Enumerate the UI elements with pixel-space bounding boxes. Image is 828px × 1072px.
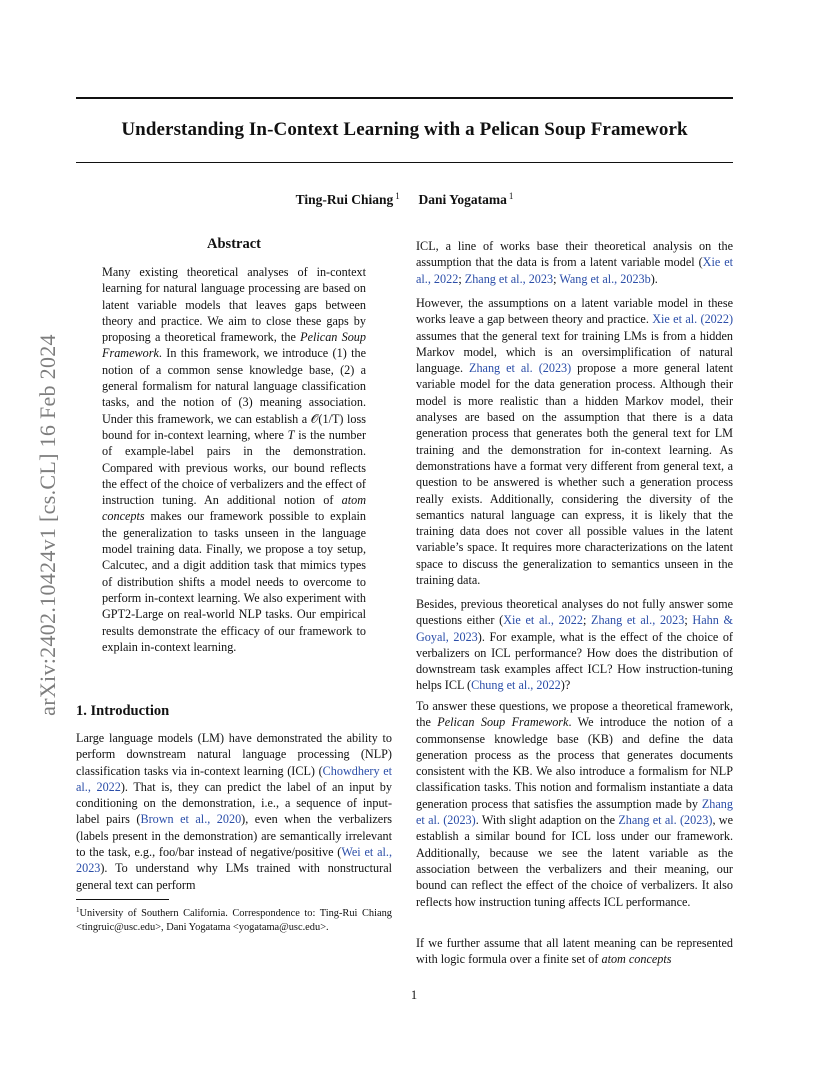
author-name: Ting-Rui Chiang bbox=[295, 192, 394, 207]
citation-link[interactable]: Zhang et al. (2023) bbox=[469, 361, 572, 376]
arxiv-stamp: arXiv:2402.10424v1 [cs.CL] 16 Feb 2024 bbox=[35, 334, 60, 716]
intro-paragraph: Large language models (LM) have demonstrated the ability to perform downstream natural language processing (NLP) classification tasks via in-context learning (ICL) (Chowdhery et al., 2022). That is, they can predict the label of an input by conditioning on the demonstration, i.e., a sequence of input-label pairs (Brown et al., 2020), even when the verbalizers (labels present in the demonstration) are semantically irrelevant to the task, e.g., foo/bar instead of negative/positive (Wei et al., 2023). To understand why LMs trained with nonstructural general text can perform bbox=[76, 731, 393, 892]
right-paragraph-5: If we further assume that all latent meaning can be represented with logic formula over a finite set of atom concepts bbox=[416, 936, 733, 967]
title-bottom-rule bbox=[76, 162, 733, 163]
affiliation-mark: 1 bbox=[508, 191, 514, 201]
right-paragraph-4: To answer these questions, we propose a theoretical framework, the Pelican Soup Framework. We introduce the notion of a commonsense knowledge base (KB) and define the data generation process as the process that generates documents consistent with the KB. We also introduce a formalism for NLP classification tasks. This notion and formalism instantiate a data generation process that satisfies the assumption made by Zhang et al. (2023). With slight adaption on the Zhang et al. (2023), we establish a similar bound for ICL loss under our framework. Additionally, because we see the latent variable as the association between the verbalizers and their meaning, our bound can reflect the effect of the choice of verbalizers. It also reflects how instruction tuning affects ICL performance. bbox=[416, 699, 734, 909]
paper-title: Understanding In-Context Learning with a Pelican Soup Framework bbox=[121, 119, 688, 140]
title-top-rule bbox=[76, 97, 733, 99]
footnote-rule bbox=[76, 899, 169, 900]
citation-link[interactable]: Chowdhery et al., 2022 bbox=[76, 763, 392, 794]
citation-link[interactable]: Hahn & Goyal, 2023 bbox=[416, 613, 733, 644]
citation-link[interactable]: Zhang et al., 2023 bbox=[591, 613, 685, 628]
abstract-text: Many existing theoretical analyses of in-context learning for natural language processing are based on latent variable models that leaves gaps between theory and practice. We aim to close these gaps by proposing a theoretical framework, the Pelican Soup Framework. In this framework, we introduce (1) the notion of a common sense knowledge base, (2) a general formalism for natural language classification tasks, and the notion of (3) meaning association. Under this framework, we can establish a 𝒪(1/T) loss bound for in-context learning, where T is the number of example-label pairs in the demonstration. Compared with previous works, our bound reflects the effect of the choice of verbalizers and the effect of instruction tuning. An additional notion of atom concepts makes our framework possible to explain the generalization to tasks unseen in the language model training data. Finally, we propose a toy setup, Calcutec, and a digit addition task that mimics types of distribution shifts a model needs to overcome to perform in-context learning. We also experiment with GPT2-Large on real-world NLP tasks. Our empirical results demonstrate the efficacy of our framework to explain in-context learning. bbox=[102, 265, 367, 654]
right-paragraph-3: Besides, previous theoretical analyses do not fully answer some questions either (Xie et al., 2022; Zhang et al., 2023; Hahn & Goyal, 2023). For example, what is the effect of the choice of verbalizers on ICL performance? How does the distribution of downstream task examples affect ICL? How instruction-tuning helps ICL (Chung et al., 2022)? bbox=[416, 597, 733, 693]
citation-link[interactable]: Zhang et al., 2023 bbox=[464, 271, 554, 286]
citation-link[interactable]: Brown et al., 2020 bbox=[140, 812, 242, 827]
footnote: $^1$University of Southern California. Correspondence to: Ting-Rui Chiang <tingruic@usc.edu>, Dani Yogatama <yogatama@usc.edu>. bbox=[76, 906, 392, 933]
abstract-heading: Abstract bbox=[207, 236, 261, 252]
page-number: 1 bbox=[410, 988, 418, 1002]
loss-bound: 𝒪(1/T) bbox=[310, 411, 344, 426]
citation-link[interactable]: Zhang et al. (2023) bbox=[416, 796, 733, 828]
right-paragraph-1: ICL, a line of works base their theoretical analysis on the assumption that the data is from a latent variable model (Xie et al., 2022; Zhang et al., 2023; Wang et al., 2023b). bbox=[416, 239, 733, 286]
citation-link[interactable]: Wei et al., 2023 bbox=[76, 845, 392, 876]
citation-link[interactable]: Xie et al., 2022 bbox=[503, 613, 583, 628]
citation-link[interactable]: Wang et al., 2023b bbox=[559, 271, 651, 286]
citation-link[interactable]: Chung et al., 2022 bbox=[471, 678, 561, 693]
author-list bbox=[76, 191, 733, 208]
citation-link[interactable]: Xie et al., 2022 bbox=[416, 255, 733, 286]
citation-link[interactable]: Xie et al. (2022) bbox=[652, 312, 734, 327]
author-name: Dani Yogatama bbox=[418, 192, 507, 207]
section-heading-introduction: 1. Introduction bbox=[76, 703, 170, 719]
affiliation-mark: 1 bbox=[395, 191, 400, 201]
variable-t: T bbox=[287, 427, 295, 442]
right-paragraph-2: However, the assumptions on a latent variable model in these works leave a gap between theory and practice. Xie et al. (2022) assumes that the general text for training LMs is from a hidden Markov model, which is an oversimplification of natural language. Zhang et al. (2023) propose a more general latent variable model for the data generation process. Although their model is more realistic than a hidden Markov model, their analyses are based on the assumption that there is a data generation process that generates both the general text for LM training and the demonstration for in-context learning. As demonstrations have a format very different from general text, a question to be answered is whether such a generation process really exists. Additionally, considering the diversity of the semantics natural language can express, it is likely that the training data does not cover all possible values in the latent variable’s space. It requires more characterizations on the latent space to discuss the generalization to semantics unseen in the training data. bbox=[416, 296, 734, 588]
citation-link[interactable]: Zhang et al. (2023) bbox=[618, 813, 713, 828]
